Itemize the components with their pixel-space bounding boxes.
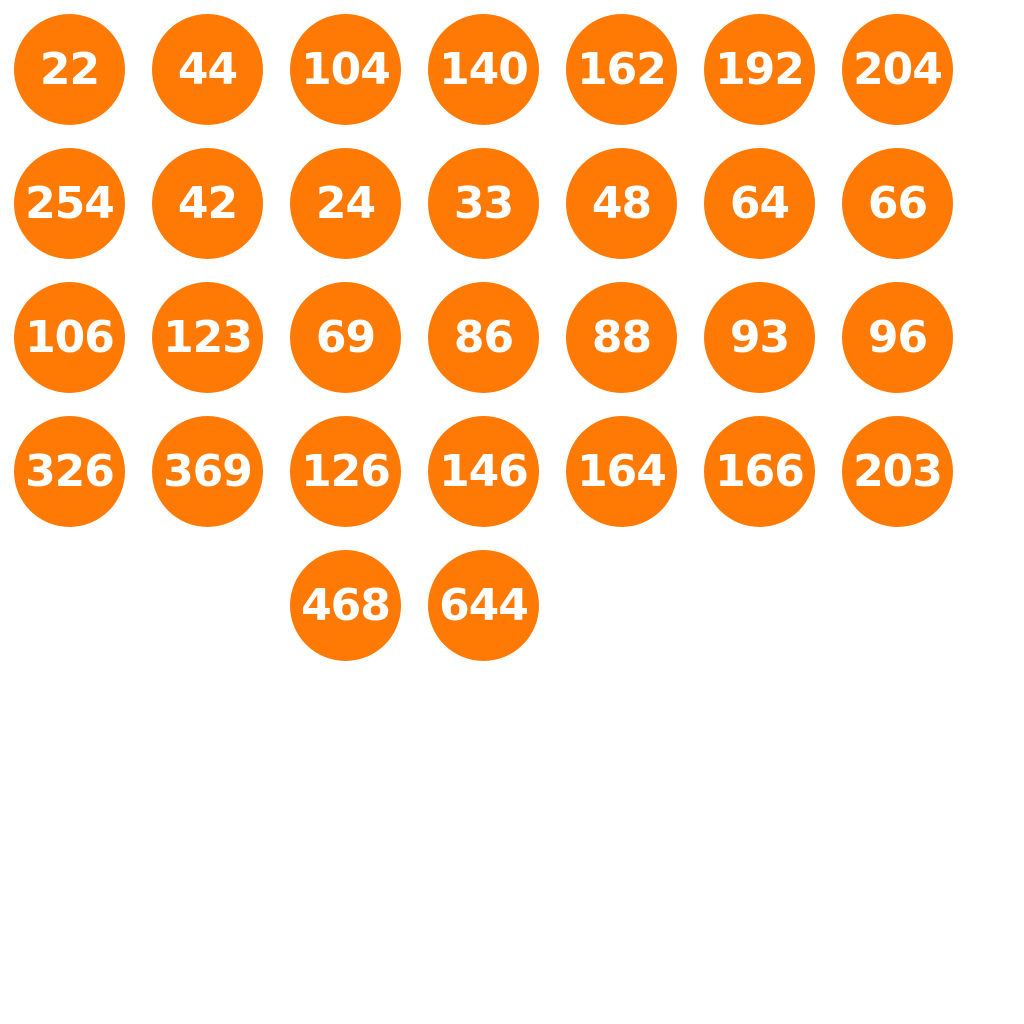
number-badge: 93 bbox=[704, 282, 815, 393]
number-badge: 204 bbox=[842, 14, 953, 125]
number-badge: 326 bbox=[14, 416, 125, 527]
number-badge: 162 bbox=[566, 14, 677, 125]
number-badge: 146 bbox=[428, 416, 539, 527]
number-badge: 24 bbox=[290, 148, 401, 259]
number-badge: 644 bbox=[428, 550, 539, 661]
number-badge: 42 bbox=[152, 148, 263, 259]
number-badge: 203 bbox=[842, 416, 953, 527]
number-badge: 22 bbox=[14, 14, 125, 125]
number-badge: 164 bbox=[566, 416, 677, 527]
number-badge: 254 bbox=[14, 148, 125, 259]
number-badge: 66 bbox=[842, 148, 953, 259]
number-badge: 468 bbox=[290, 550, 401, 661]
number-badge: 69 bbox=[290, 282, 401, 393]
number-badge: 64 bbox=[704, 148, 815, 259]
number-badge: 33 bbox=[428, 148, 539, 259]
number-badge: 86 bbox=[428, 282, 539, 393]
number-badge: 48 bbox=[566, 148, 677, 259]
number-badge: 126 bbox=[290, 416, 401, 527]
number-badge: 192 bbox=[704, 14, 815, 125]
number-badge: 166 bbox=[704, 416, 815, 527]
number-badge: 88 bbox=[566, 282, 677, 393]
number-badge: 44 bbox=[152, 14, 263, 125]
number-badge: 123 bbox=[152, 282, 263, 393]
number-badge: 106 bbox=[14, 282, 125, 393]
number-badge: 140 bbox=[428, 14, 539, 125]
number-badge: 369 bbox=[152, 416, 263, 527]
number-badge: 96 bbox=[842, 282, 953, 393]
number-badge: 104 bbox=[290, 14, 401, 125]
